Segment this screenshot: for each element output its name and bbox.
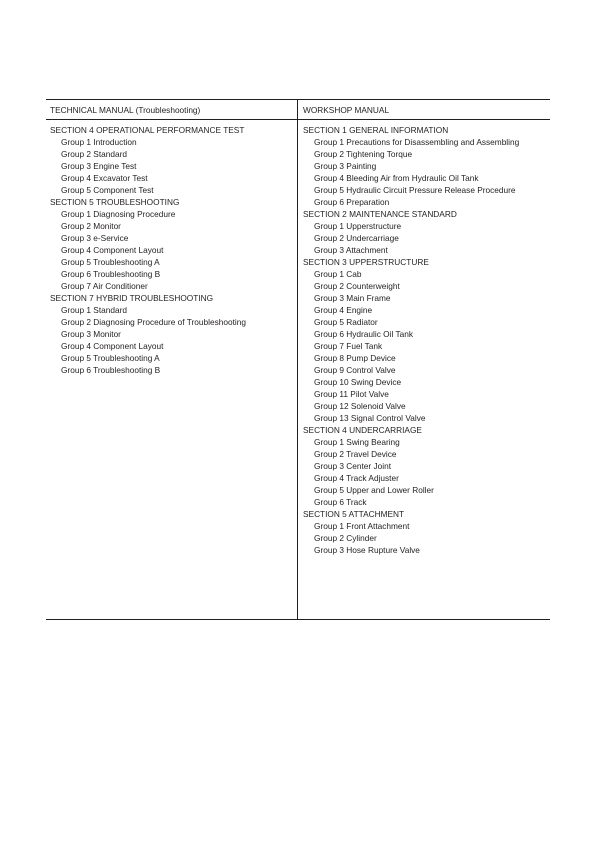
group-item: Group 4 Excavator Test	[61, 173, 148, 183]
column-divider	[297, 100, 298, 619]
group-item: Group 6 Troubleshooting B	[61, 269, 161, 279]
group-item: Group 12 Solenoid Valve	[314, 401, 406, 411]
section-heading: SECTION 5 ATTACHMENT	[303, 509, 405, 519]
group-item: Group 10 Swing Device	[314, 377, 402, 387]
group-item: Group 5 Radiator	[314, 317, 378, 327]
group-item: Group 1 Diagnosing Procedure	[61, 209, 176, 219]
group-item: Group 1 Swing Bearing	[314, 437, 400, 447]
group-item: Group 3 Main Frame	[314, 293, 391, 303]
group-item: Group 3 e-Service	[61, 233, 129, 243]
group-item: Group 3 Center Joint	[314, 461, 392, 471]
group-item: Group 2 Monitor	[61, 221, 121, 231]
group-item: Group 1 Introduction	[61, 137, 137, 147]
technical-manual-header: TECHNICAL MANUAL (Troubleshooting)	[50, 105, 201, 115]
section-heading: SECTION 2 MAINTENANCE STANDARD	[303, 209, 457, 219]
technical-manual-column	[50, 100, 294, 619]
group-item: Group 7 Fuel Tank	[314, 341, 383, 351]
group-item: Group 5 Hydraulic Circuit Pressure Release Procedure	[314, 185, 516, 195]
section-heading: SECTION 1 GENERAL INFORMATION	[303, 125, 449, 135]
group-item: Group 6 Track	[314, 497, 367, 507]
technical-manual-contents-list	[50, 124, 246, 376]
group-item: Group 4 Bleeding Air from Hydraulic Oil Tank	[314, 173, 479, 183]
group-item: Group 3 Painting	[314, 161, 377, 171]
group-item: Group 2 Cylinder	[314, 533, 377, 543]
group-item: Group 3 Hose Rupture Valve	[314, 545, 420, 555]
group-item: Group 1 Front Attachment	[314, 521, 410, 531]
group-item: Group 2 Tightening Torque	[314, 149, 413, 159]
group-item: Group 2 Standard	[61, 149, 127, 159]
workshop-manual-contents-list	[303, 124, 519, 556]
section-heading: SECTION 4 UNDERCARRIAGE	[303, 425, 422, 435]
group-item: Group 6 Troubleshooting B	[61, 365, 161, 375]
group-item: Group 5 Troubleshooting A	[61, 257, 160, 267]
group-item: Group 2 Undercarriage	[314, 233, 399, 243]
section-heading: SECTION 5 TROUBLESHOOTING	[50, 197, 180, 207]
group-item: Group 4 Track Adjuster	[314, 473, 399, 483]
section-heading: SECTION 4 OPERATIONAL PERFORMANCE TEST	[50, 125, 245, 135]
workshop-manual-column	[303, 100, 550, 619]
group-item: Group 3 Monitor	[61, 329, 121, 339]
workshop-manual-header: WORKSHOP MANUAL	[303, 105, 390, 115]
group-item: Group 3 Engine Test	[61, 161, 137, 171]
group-item: Group 9 Control Valve	[314, 365, 396, 375]
group-item: Group 2 Counterweight	[314, 281, 400, 291]
group-item: Group 1 Cab	[314, 269, 362, 279]
group-item: Group 4 Component Layout	[61, 341, 164, 351]
group-item: Group 11 Pilot Valve	[314, 389, 389, 399]
group-item: Group 4 Component Layout	[61, 245, 164, 255]
group-item: Group 1 Upperstructure	[314, 221, 402, 231]
group-item: Group 6 Preparation	[314, 197, 390, 207]
group-item: Group 3 Attachment	[314, 245, 388, 255]
group-item: Group 4 Engine	[314, 305, 373, 315]
group-item: Group 13 Signal Control Valve	[314, 413, 426, 423]
section-heading: SECTION 3 UPPERSTRUCTURE	[303, 257, 429, 267]
group-item: Group 7 Air Conditioner	[61, 281, 148, 291]
group-item: Group 5 Troubleshooting A	[61, 353, 160, 363]
group-item: Group 2 Travel Device	[314, 449, 397, 459]
group-item: Group 1 Standard	[61, 305, 127, 315]
group-item: Group 2 Diagnosing Procedure of Troubleshooting	[61, 317, 246, 327]
group-item: Group 6 Hydraulic Oil Tank	[314, 329, 413, 339]
group-item: Group 5 Component Test	[61, 185, 154, 195]
group-item: Group 1 Precautions for Disassembling and Assembling	[314, 137, 520, 147]
section-heading: SECTION 7 HYBRID TROUBLESHOOTING	[50, 293, 214, 303]
group-item: Group 5 Upper and Lower Roller	[314, 485, 434, 495]
manual-contents-table	[46, 99, 550, 620]
group-item: Group 8 Pump Device	[314, 353, 396, 363]
